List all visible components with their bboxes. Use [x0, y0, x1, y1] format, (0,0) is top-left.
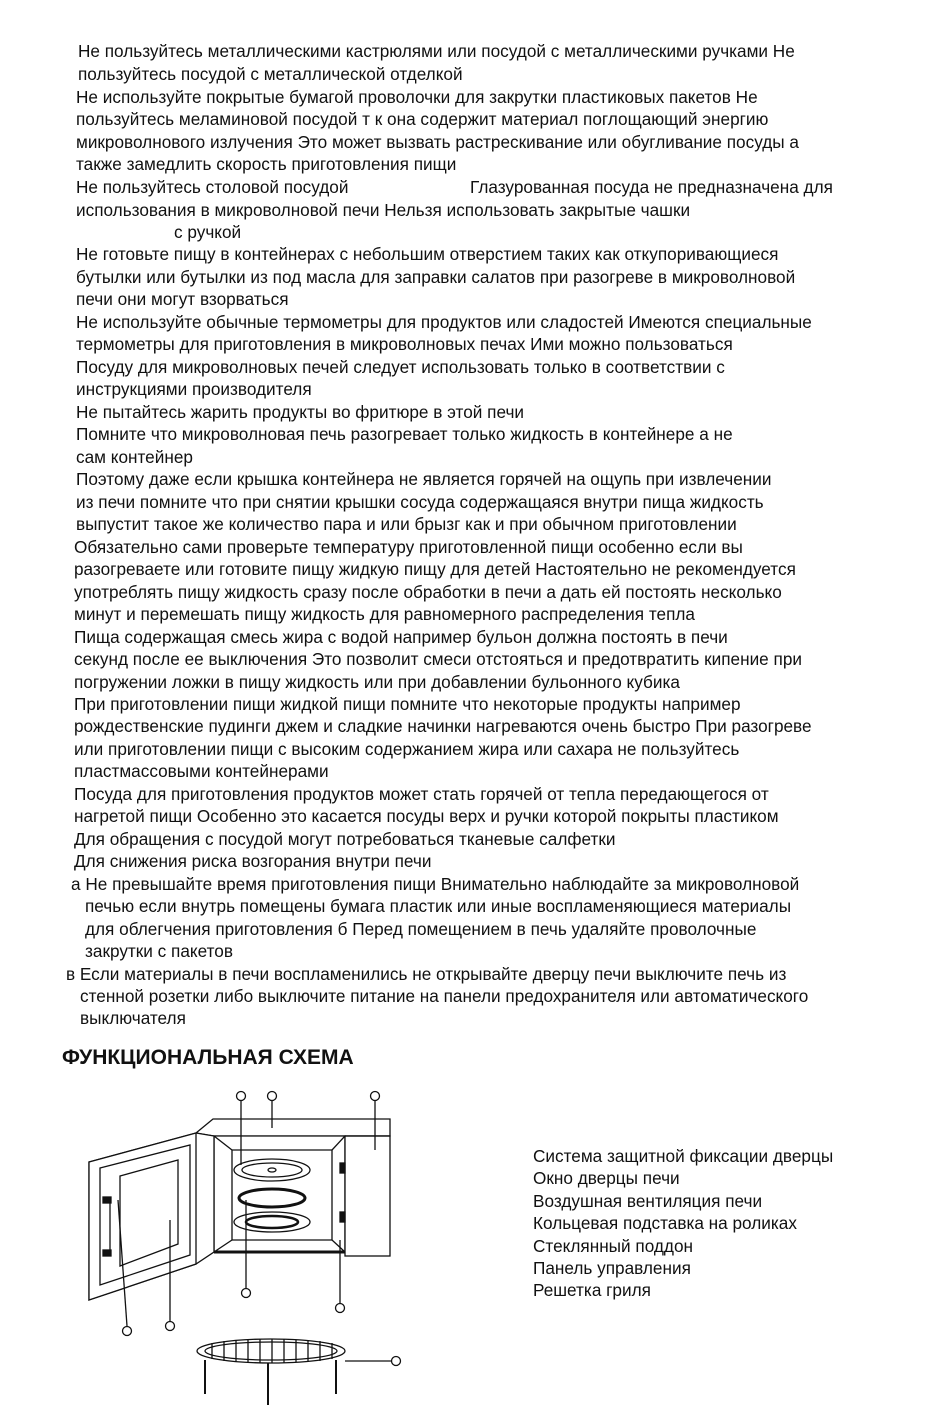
- instruction-line: инструкциями производителя: [76, 379, 312, 399]
- instruction-line: Не пользуйтесь металлическими кастрюлями или посудой с металлическими ручками Не: [78, 41, 795, 61]
- instruction-line: пользуйтесь посудой с металлической отделкой: [78, 64, 463, 84]
- instruction-line: микроволнового излучения Это может вызвать растрескивание или обугливание посуды а: [76, 132, 799, 152]
- section-title: ФУНКЦИОНАЛЬНАЯ СХЕМА: [62, 1046, 354, 1069]
- legend-item: Решетка гриля: [533, 1280, 651, 1301]
- instruction-line: секунд после ее выключения Это позволит смеси отстояться и предотвратить кипение при: [74, 649, 802, 669]
- instruction-line: употреблять пищу жидкость сразу после обработки в печи а дать ей постоять несколько: [74, 582, 782, 602]
- instruction-line: печью если внутрь помещены бумага пластик или иные воспламеняющиеся материалы: [85, 896, 792, 916]
- instruction-line: выключателя: [80, 1008, 186, 1028]
- instruction-line: также замедлить скорость приготовления пищи: [76, 154, 457, 174]
- instruction-line: пользуйтесь меламиновой посудой т к она содержит материал поглощающий энергию: [76, 109, 769, 129]
- instruction-line: Пища содержащая смесь жира с водой например бульон должна постоять в печи: [74, 627, 728, 647]
- component-legend: [533, 1145, 833, 1302]
- instruction-line: для облегчения приготовления б Перед помещением в печь удаляйте проволочные: [85, 919, 757, 939]
- grill-rack-icon: [197, 1339, 345, 1405]
- instruction-line: в Если материалы в печи воспламенились не открывайте дверцу печи выключите печь из: [66, 964, 787, 984]
- instruction-line: использования в микроволновой печи Нельзя использовать закрытые чашки: [76, 200, 691, 220]
- instruction-line: Не пользуйтесь столовой посудой: [76, 177, 349, 197]
- instruction-line: минут и перемешать пищу жидкость для равномерного распределения тепла: [74, 604, 695, 624]
- instruction-line: закрутки с пакетов: [85, 941, 233, 961]
- instruction-line: выпустит такое же количество пара и или брызг как и при обычном приготовлении: [76, 514, 737, 534]
- instruction-line: термометры для приготовления в микроволновых печах Ими можно пользоваться: [76, 334, 733, 354]
- instruction-line: Не пытайтесь жарить продукты во фритюре в этой печи: [76, 402, 524, 422]
- instruction-line: из печи помните что при снятии крышки сосуда содержащаяся внутри пища жидкость: [76, 492, 764, 512]
- instruction-line: Глазурованная посуда не предназначена для: [470, 177, 833, 197]
- legend-item: Панель управления: [533, 1258, 691, 1279]
- instruction-line: Обязательно сами проверьте температуру приготовленной пищи особенно если вы: [74, 537, 743, 557]
- instruction-line: стенной розетки либо выключите питание на панели предохранителя или автоматического: [80, 986, 809, 1006]
- instruction-line: пластмассовыми контейнерами: [74, 761, 329, 781]
- instruction-line: Не используйте покрытые бумагой проволочки для закрутки пластиковых пакетов Не: [76, 87, 758, 107]
- instruction-line: или приготовлении пищи с высоким содержанием жира или сахара не пользуйтесь: [74, 739, 740, 759]
- instruction-line: Поэтому даже если крышка контейнера не является горячей на ощупь при извлечении: [76, 469, 772, 489]
- instruction-line: Помните что микроволновая печь разогревает только жидкость в контейнере а не: [76, 424, 733, 444]
- instruction-line: сам контейнер: [76, 447, 193, 467]
- instruction-line: Не готовьте пищу в контейнерах с небольшим отверстием таких как откупоривающиеся: [76, 244, 779, 264]
- instruction-line: погружении ложки в пищу жидкость или при добавлении бульонного кубика: [74, 672, 680, 692]
- instruction-line: Посуду для микроволновых печей следует использовать только в соответствии с: [76, 357, 725, 377]
- instruction-line: печи они могут взорваться: [76, 289, 289, 309]
- instruction-line: Посуда для приготовления продуктов может стать горячей от тепла передающегося от: [74, 784, 769, 804]
- legend-item: Система защитной фиксации дверцы: [533, 1146, 834, 1166]
- instruction-line: рождественские пудинги джем и сладкие начинки нагреваются очень быстро При разогреве: [74, 716, 812, 736]
- legend-item: Воздушная вентиляция печи: [533, 1190, 763, 1211]
- legend-item: Кольцевая подставка на роликах: [533, 1213, 797, 1234]
- instruction-line: нагретой пищи Особенно это касается посуды верх и ручки которой покрыты пластиком: [74, 806, 779, 826]
- instruction-line: с ручкой: [174, 222, 242, 242]
- instruction-line: Для обращения с посудой могут потребоваться тканевые салфетки: [74, 829, 616, 849]
- legend-item: Окно дверцы печи: [533, 1168, 680, 1189]
- microwave-oven-icon: [89, 1119, 390, 1300]
- instruction-line: Для снижения риска возгорания внутри печи: [74, 851, 432, 871]
- legend-item: Стеклянный поддон: [533, 1235, 694, 1256]
- instruction-line: бутылки или бутылки из под масла для заправки салатов при разогреве в микроволновой: [76, 267, 796, 287]
- instruction-line: разогреваете или готовите пищу жидкую пищу для детей Настоятельно не рекомендуется: [74, 559, 796, 579]
- instruction-line: а Не превышайте время приготовления пищи Внимательно наблюдайте за микроволновой: [71, 874, 800, 894]
- instruction-line: Не используйте обычные термометры для продуктов или сладостей Имеются специальные: [76, 312, 812, 332]
- instruction-line: При приготовлении пищи жидкой пищи помните что некоторые продукты например: [74, 694, 741, 714]
